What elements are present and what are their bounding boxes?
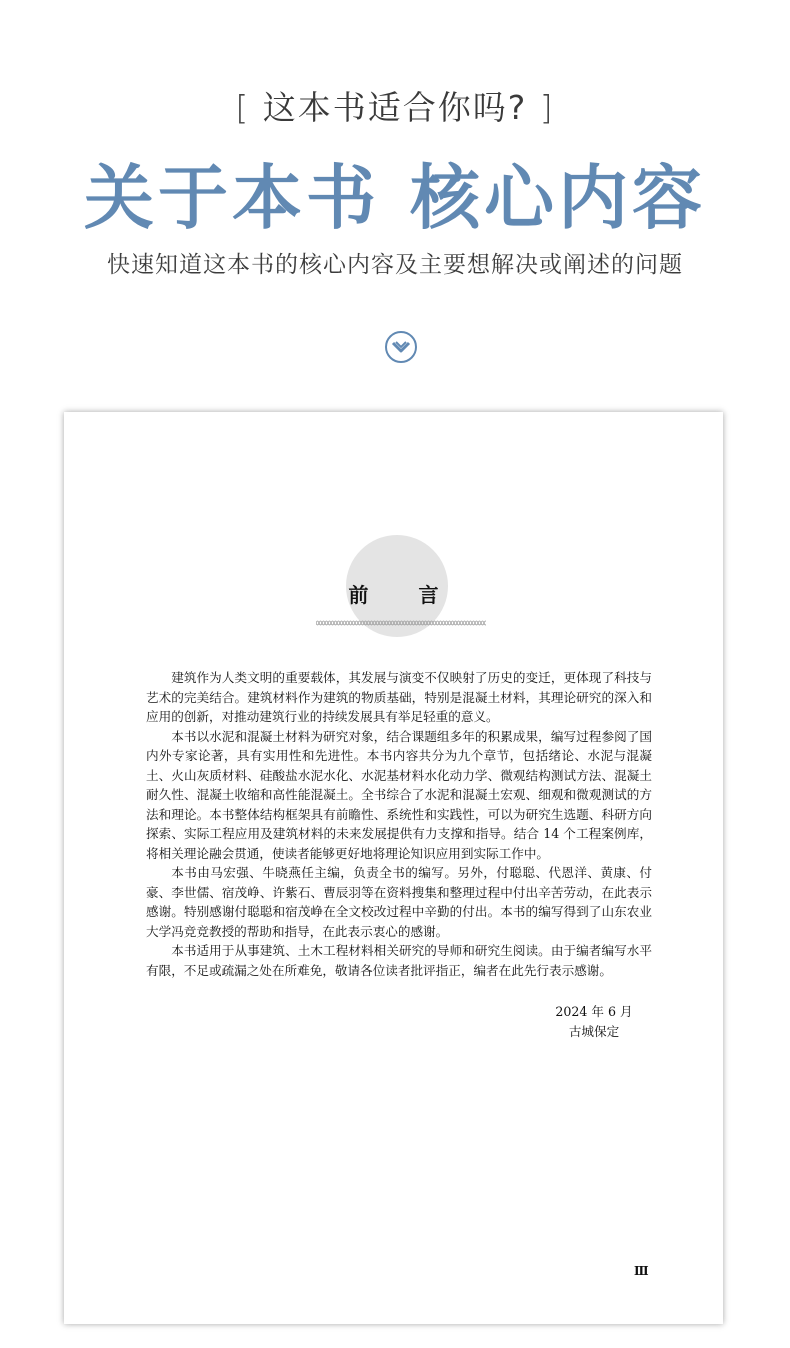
bracket-right: ] bbox=[539, 88, 555, 127]
headline-part1: 关于本书 bbox=[84, 156, 380, 239]
tagline bbox=[0, 82, 790, 129]
preface-place: 古城保定 bbox=[568, 1023, 620, 1039]
preface-body bbox=[146, 668, 652, 980]
preface-date: 2024 年 6 月 bbox=[555, 1004, 633, 1019]
preface-signature bbox=[554, 1002, 634, 1041]
headline bbox=[0, 142, 790, 243]
tagline-text: 这本书适合你吗? bbox=[262, 88, 528, 127]
preface-page bbox=[64, 412, 723, 1324]
wave-ornament bbox=[316, 619, 486, 627]
bracket-left: [ bbox=[235, 88, 251, 127]
headline-part2: 核心内容 bbox=[410, 156, 706, 239]
preface-paragraph: 本书适用于从事建筑、土木工程材料相关研究的导师和研究生阅读。由于编者编写水平有限，不足或疏漏之处在所难免，敬请各位读者批评指正，编者在此先行表示感谢。 bbox=[146, 943, 652, 978]
subline: 快速知道这本书的核心内容及主要想解决或阐述的问题 bbox=[107, 252, 683, 278]
chevron-down-circle-icon bbox=[384, 330, 418, 364]
preface-paragraph: 建筑作为人类文明的重要载体，其发展与演变不仅映射了历史的变迁，更体现了科技与艺术的完美结合。建筑材料作为建筑的物质基础，特别是混凝土材料，其理论研究的深入和应用的创新，对推动建筑行业的持续发展具有举足轻重的意义。 bbox=[146, 670, 652, 724]
preface-paragraph: 本书以水泥和混凝土材料为研究对象，结合课题组多年的积累成果，编写过程参阅了国内外专家论著，具有实用性和先进性。本书内容共分为九个章节，包括绪论、水泥与混凝土、火山灰质材料、硅酸盐水泥水化、水泥基材料水化动力学、微观结构测试方法、混凝土耐久性、混凝土收缩和高性能混凝土。全书综合了水泥和混凝土宏观、细观和微观测试的方法和理论。本书整体结构框架具有前瞻性、系统性和实践性，可以为研究生选题、科研方向探索、实际工程应用及建筑材料的未来发展提供有力支撑和指导。结合 14 个工程案例库，将相关理论融会贯通，使读者能够更好地将理论知识应用到实际工作中。 bbox=[146, 728, 652, 861]
page-number: Ⅲ bbox=[634, 1264, 649, 1278]
preface-title: 前言 bbox=[348, 583, 489, 607]
preface-paragraph: 本书由马宏强、牛晓燕任主编，负责全书的编写。另外，付聪聪、代恩洋、黄康、付豪、李世儒、宿茂峥、许紫石、曹辰羽等在资料搜集和整理过程中付出辛苦劳动，在此表示感谢。特别感谢付聪聪和宿茂峥在全文校改过程中辛勤的付出。本书的编写得到了山东农业大学冯竞竞教授的帮助和指导，在此表示衷心的感谢。 bbox=[146, 865, 652, 939]
